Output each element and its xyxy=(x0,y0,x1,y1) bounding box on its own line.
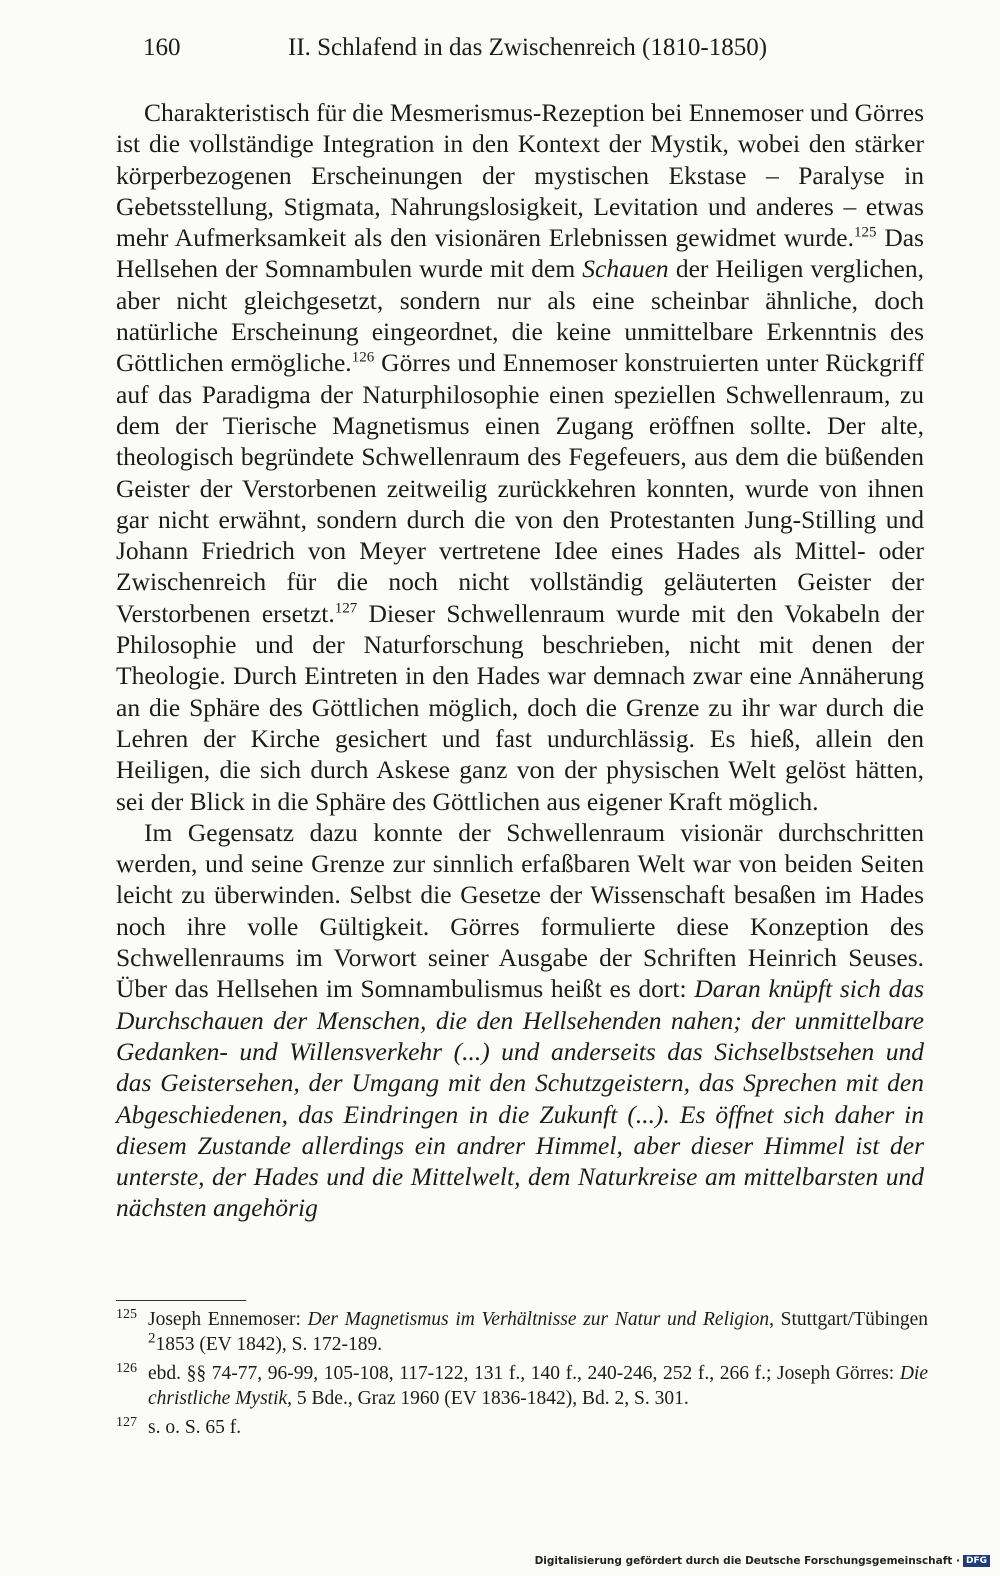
digitization-note xyxy=(535,1555,990,1567)
footnote xyxy=(116,1416,928,1441)
footnote-reference: 126 xyxy=(351,349,375,366)
italic-text: Daran knüpft sich das Durchschauen der Menschen, die den Hellsehenden nahen; der unmittelbare Gedanken- und Willensverkehr (...) und anderseits das Sichselbstsehen und das Geistersehen, der Umgang mit den Schutzgeistern, das Sprechen mit den Abgeschiedenen, das Eindringen in die Zukunft (...). Es öffnet sich daher in diesem Zustande allerdings ein andrer Himmel, aber dieser Himmel ist der unterste, der Hades und die Mittelwelt, dem Naturkreise am mittelbarsten und nächsten angehörig xyxy=(116,974,924,1223)
footnote-rule xyxy=(116,1300,246,1301)
text-run: Dieser Schwellenraum wurde mit den Vokabeln der Philosophie und der Naturforschung beschrieben, nicht mit denen der Theologie. Durch Eintreten in den Hades war demnach zwar eine Annäherung an die Sphäre des Göttlichen möglich, doch die Grenze zu ihr war durch die Lehren der Kirche gesichert und fast undurchlässig. Es hieß, allein den Heiligen, die sich durch Askese ganz von der physischen Welt gelöst hätten, sei der Blick in die Sphäre des Göttlichen aus eigener Kraft möglich. xyxy=(116,598,924,816)
text-run: , 5 Bde., Graz 1960 (EV 1836-1842), Bd. 2, S. 301. xyxy=(287,1387,689,1409)
text-run: 1853 (EV 1842), S. 172-189. xyxy=(155,1333,383,1355)
paragraph xyxy=(116,97,924,817)
italic-text: Schauen xyxy=(582,254,669,284)
text-run: Görres und Ennemoser konstruierten unter Rückgriff auf das Paradigma der Naturphilosophie einen speziellen Schwellenraum, zu dem der Tierische Magnetismus einen Zugang eröffnen sollte. Der alte, theologisch begründete Schwellenraum des Fegefeuers, aus dem die büßenden Geister der Verstorbenen zeitweilig zurückkehren konnten, wurde von ihnen gar nicht erwähnt, sondern durch die von den Protestanten Jung-Stilling und Johann Friedrich von Meyer vertretene Idee eines Hades als Mittel- oder Zwischenreich für die noch nicht vollständig geläuterten Geister der Verstorbenen ersetzt. xyxy=(116,348,924,628)
italic-text: Die christliche Mystik xyxy=(148,1363,928,1409)
footnote-reference: 125 xyxy=(854,224,877,241)
footnote-number: 126 xyxy=(116,1361,137,1376)
running-head: II. Schlafend in das Zwischenreich (1810-1850) xyxy=(288,34,768,61)
footnote-reference: 127 xyxy=(334,600,358,617)
footnote-reference: 2 xyxy=(148,1330,156,1346)
page-number: 160 xyxy=(143,34,181,61)
text-run: , Stuttgart/Tübingen xyxy=(769,1309,928,1330)
paragraph xyxy=(116,817,924,1224)
text-run: der Heiligen verglichen, aber nicht gleichgesetzt, sondern nur als eine scheinbar ähnliche, doch natürliche Erscheinung eingeordnet, die keine unmittelbare Erkenntnis des Göttlichen ermögliche. xyxy=(116,254,924,378)
footnote-number: 125 xyxy=(116,1307,137,1322)
dfg-logo: DFG xyxy=(963,1555,990,1567)
footnotes xyxy=(116,1308,928,1446)
text-run: Joseph Ennemoser: xyxy=(148,1309,308,1330)
text-run: Im Gegensatz dazu konnte der Schwellenraum visionär durchschritten werden, und seine Grenze zur sinnlich erfaßbaren Welt war von beiden Seiten leicht zu überwinden. Selbst die Gesetze der Wissenschaft besaßen im Hades noch ihre volle Gültigkeit. Görres formulierte diese Konzeption des Schwellenraums im Vorwort seiner Ausgabe der Schriften Heinrich Seuses. Über das Hellsehen im Somnambulismus heißt es dort: xyxy=(116,817,924,1004)
text-run: Das Hellsehen der Somnambulen wurde mit dem xyxy=(116,223,924,284)
text-run: s. o. S. 65 f. xyxy=(148,1417,242,1438)
italic-text: Der Magnetismus im Verhältnisse zur Natur und Religion xyxy=(307,1309,770,1330)
footnote xyxy=(116,1308,928,1357)
footnote-number: 127 xyxy=(116,1415,137,1430)
body-text xyxy=(116,97,924,1224)
text-run: Charakteristisch für die Mesmerismus-Rezeption bei Ennemoser und Görres ist die vollständige Integration in den Kontext der Mystik, wobei den stärker körperbezogenen Erscheinungen der mystischen Ekstase – Paralyse in Gebetsstellung, Stigmata, Nahrungslosigkeit, Levitation und anderes – etwas mehr Aufmerksamkeit als den visionären Erlebnissen gewidmet wurde. xyxy=(116,98,924,253)
footnote xyxy=(116,1362,928,1411)
digitization-note-text: Digitalisierung gefördert durch die Deutsche Forschungsgemeinschaft · xyxy=(534,1555,960,1567)
text-run: ebd. §§ 74-77, 96-99, 105-108, 117-122, 131 f., 140 f., 240-246, 252 f., 266 f.; Joseph Görres: xyxy=(148,1363,900,1384)
